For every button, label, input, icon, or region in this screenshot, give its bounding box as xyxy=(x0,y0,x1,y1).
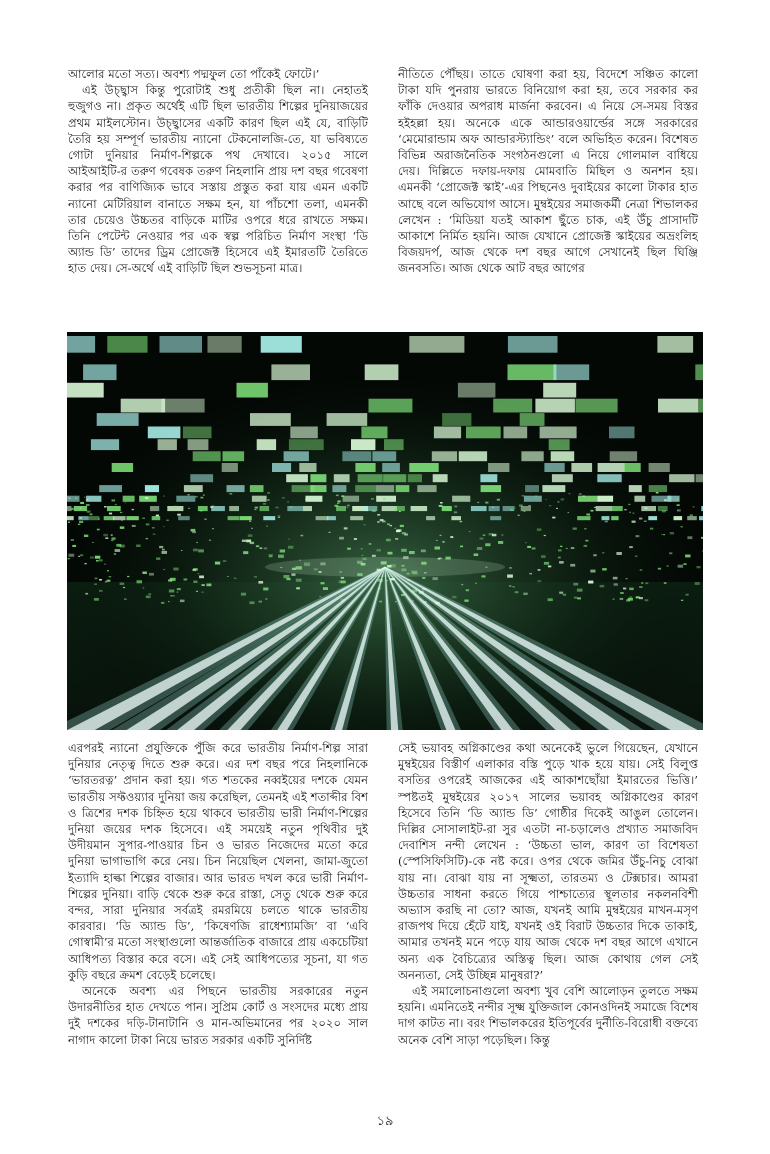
futuristic-tunnel-illustration xyxy=(67,332,703,730)
page-number: ১৯ xyxy=(376,1114,394,1129)
article-paragraph: অনেকে অবশ্য এর পিছনে ভারতীয় সরকারের নতুন উদারনীতির হাত দেখতে পান। সুপ্রিম কোর্ট ও সংসদের মধ্যে প্রায় দুই দশকের দড়ি-টানাটানি ও মান-অভিমানের পর ২০২০ সাল নাগাদ কালো টাকা নিয়ে ভারত সরকার একটি সুনির্দিষ্ট xyxy=(68,984,368,1047)
article-column-top-right xyxy=(398,66,698,322)
article-column-bottom-right xyxy=(398,740,698,1095)
article-column-top-left xyxy=(68,66,368,322)
article-column-bottom-left xyxy=(68,740,368,1095)
article-paragraph: সেই ভয়াবহ অগ্নিকাণ্ডের কথা অনেকেই ভুলে গিয়েছেন, যেখানে মুম্বইয়ের বিস্তীর্ণ এলাকার বস্তি পুড়ে খাক হয়ে যায়। সেই বিলুপ্ত বসতির ওপরেই আজকের এই আকাশছোঁয়া ইমারতের ভিত্তি।’ স্পষ্টতই মুম্বইয়ের ২০১৭ সালের ভয়াবহ অগ্নিকাণ্ডের কারণ হিসেবে তিনি ‘ডি অ্যান্ড ডি’ গোষ্ঠীর দিকেই আঙুল তোলেন। দিল্লির সোসালাইট-রা সুর এতটা না-চড়ালেও প্রখ্যাত সমাজবিদ দেবাশিস নন্দী লেখেন : ‘উচ্চতা ভাল, কারণ তা বিশেষতা (স্পেসিফিসিটি)-কে নষ্ট করে। ওপর থেকে জমির উঁচু-নিচু বোঝা যায় না। বোঝা যায় না সূক্ষ্মতা, তারতম্য ও টেক্সচার। আমরা উচ্চতার সাধনা করতে গিয়ে পাশ্চাত্যের স্থূলতার নকলনবিশী অভ্যাস করছি না তো? আজ, যখনই আমি মুম্বইয়ের মাখন-মসৃণ রাজপথ দিয়ে হেঁটে যাই, যখনই ওই বিরাট উচ্চতার দিকে তাকাই, আমার তখনই মনে পড়ে যায় আজ থেকে দশ বছর আগে এখানে অন্য এক বৈচিত্র্যের অস্তিত্ব ছিল। আজ কোথায় গেল সেই অনন্যতা, সেই উচ্ছিন্ন মানুষরা?’ xyxy=(398,741,698,982)
article-paragraph: এরপরই ন্যানো প্রযুক্তিকে পুঁজি করে ভারতীয় নির্মাণ-শিল্প সারা দুনিয়ার নেতৃত্ব দিতে শুরু করে। এর দশ বছর পরে নিহলানিকে ‘ভারতরত্ন’ প্রদান করা হয়। গত শতকের নব্বইয়ের দশকে যেমন ভারতীয় সফ্টওয়্যার দুনিয়া জয় করেছিল, তেমনই এই শতাব্দীর বিশ ও ত্রিশের দশক চিহ্নিত হয়ে থাকবে ভারতীয় ভারী নির্মাণ-শিল্পের দুনিয়া জয়ের দশক হিসেবে। এই সময়েই নতুন পৃথিবীর দুই উদীয়মান সুপার-পাওয়ার চিন ও ভারত নিজেদের মতো করে দুনিয়া ভাগাভাগি করে নেয়। চিন নিয়েছিল খেলনা, জামা-জুতো ইত্যাদি হাল্কা শিল্পের বাজার। আর ভারত দখল করে ভারী নির্মাণ-শিল্পের দুনিয়া। বাড়ি থেকে শুরু করে রাস্তা, সেতু থেকে শুরু করে বন্দর, সারা দুনিয়ার সর্বত্রই রমরমিয়ে চলতে থাকে ভারতীয় কারবার। ‘ডি অ্যান্ড ডি’, ‘কিষেণজি রাধেশ্যামজি’ বা ‘এবি গোস্বামী’র মতো সংস্থাগুলো আন্তর্জাতিক বাজারে প্রায় একচেটিয়া আধিপত্য বিস্তার করে বসে। এই সেই আধিপত্যের সূচনা, যা গত কুড়ি বছরে ক্রমশ বেড়েই চলেছে। xyxy=(68,741,368,982)
article-paragraph: এই উচ্ছ্বাস কিন্তু পুরোটাই শুধু প্রতীকী ছিল না। নেহাতই হুজুগও না। প্রকৃত অর্থেই এটি ছিল ভারতীয় শিল্পের দুনিয়াজয়ের প্রথম মাইলস্টোন। উচ্ছ্বাসের একটি কারণ ছিল এই যে, বাড়িটি তৈরি হয় সম্পূর্ণ ভারতীয় ন্যানো টেকনোলজি-তে, যা ভবিষ্যতে গোটা দুনিয়ার নির্মাণ-শিল্পকে পথ দেখাবে। ২০১৫ সালে আইআইটি-র তরুণ গবেষক তরুণ নিহলানি প্রায় দশ বছর গবেষণা করার পর বাণিজ্যিক ভাবে সস্তায় প্রস্তুত করা যায় এমন একটি ন্যানো মেটিরিয়াল বানাতে সক্ষম হন, যা পাঁচশো তলা, এমনকী তার চেয়েও উচ্চতর বাড়িকে মাটির ওপরে ধরে রাখতে সক্ষম। তিনি পেটেন্ট নেওয়ার পর এক স্বল্প পরিচিত নির্মাণ সংস্থা ‘ডি অ্যান্ড ডি’ তাদের ড্রিম প্রোজেক্ট হিসেবে এই ইমারতটি তৈরিতে হাত দেয়। সে-অর্থে এই বাড়িটি ছিল শুভসূচনা মাত্র। xyxy=(68,83,368,276)
article-paragraph: আলোর মতো সত্য। অবশ্য পদ্মফুল তো পাঁকেই ফোটে।’ xyxy=(68,67,320,81)
article-paragraph: এই সমালোচনাগুলো অবশ্য খুব বেশি আলোড়ন তুলতে সক্ষম হয়নি। এমনিতেই নন্দীর সূক্ষ্ম যুক্তিজাল কোনওদিনই সমাজে বিশেষ দাগ কাটত না। বরং শিভালকরের ইতিপূর্বের দুর্নীতি-বিরোধী বক্তব্যে অনেক বেশি সাড়া পড়েছিল। কিন্তু xyxy=(398,984,698,1047)
article-paragraph: নীতিতে পৌঁছয়। তাতে ঘোষণা করা হয়, বিদেশে সঞ্চিত কালো টাকা যদি পুনরায় ভারতে বিনিয়োগ করা হয়, তবে সরকার কর ফাঁকি দেওয়ার অপরাধ মার্জনা করবেন। এ নিয়ে সে-সময় বিস্তর হইহল্লা হয়। অনেকে একে আন্ডারওয়ার্ল্ডের সঙ্গে সরকারের ‘মেমোরান্ডাম অফ আন্ডারস্ট্যান্ডিং’ বলে অভিহিত করেন। বিশেষত বিভিন্ন অরাজনৈতিক সংগঠনগুলো এ নিয়ে গোলমাল বাধিয়ে দেয়। দিল্লিতে দফায়-দফায় মোমবাতি মিছিল ও অনশন হয়। এমনকী ‘প্রোজেক্ট স্কাই’-এর পিছনেও দুবাইয়ের কালো টাকার হাত আছে বলে অভিযোগ আসে। মুম্বইয়ের সমাজকর্মী নেত্রা শিভালকর লেখেন : ‘মিডিয়া যতই আকাশ ছুঁতে চাক, এই উঁচু প্রাসাদটি আকাশে নির্মিত হয়নি। আজ যেখানে প্রোজেক্ট স্কাইয়ের অভ্রংলিহ বিজয়দর্প, আজ থেকে দশ বছর আগে সেখানেই ছিল ঘিঞ্জি জনবসতি। আজ থেকে আট বছর আগের xyxy=(398,67,698,276)
